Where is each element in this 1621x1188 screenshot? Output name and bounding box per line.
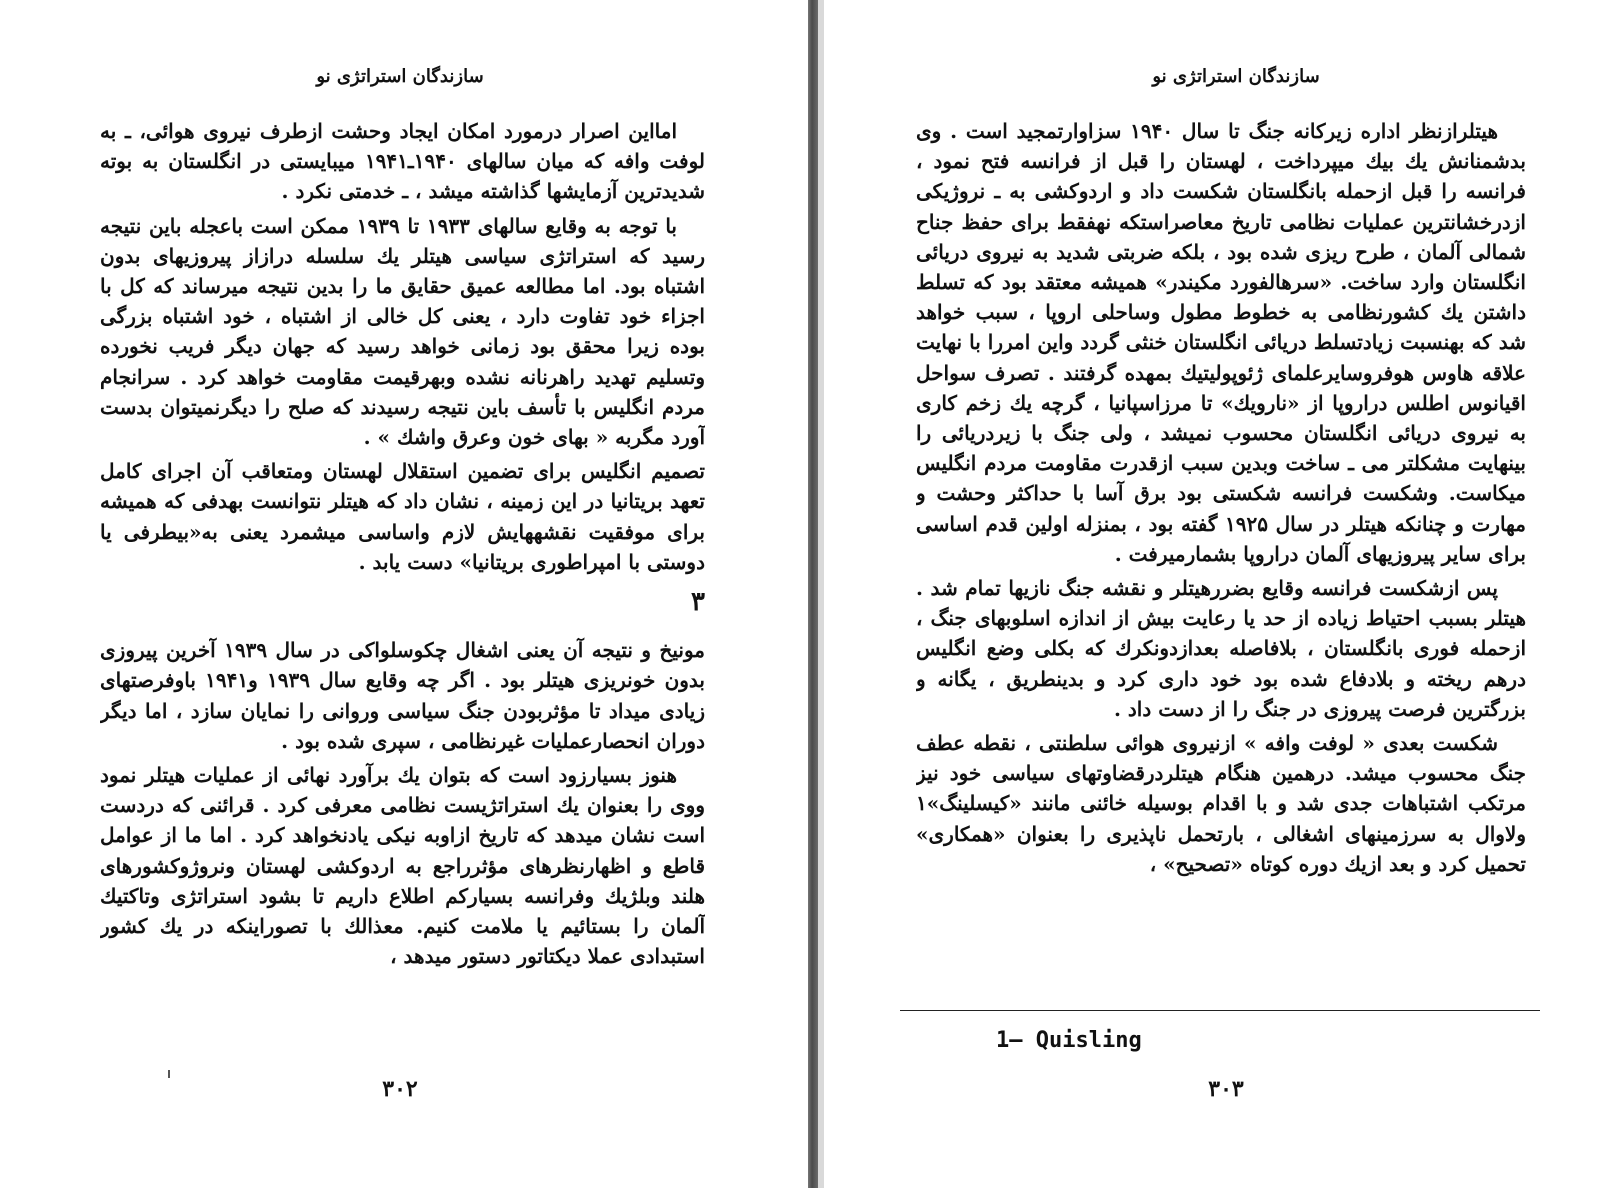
paragraph: هنوز بسیارزود است که بتوان یك برآورد نهائی از عملیات هیتلر نمود ووی را بعنوان یك استراتژیست نظامی معرفی کرد . قرائنی که دردست است نشان میدهد که تاریخ ازاوبه نیکی یادنخواهد کرد . اما ما از عوامل قاطع و اظهارنظرهای مؤثرراجع به اردوکشی لهستان ونروژوکشورهای هلند وبلژیك وفرانسه بسیارکم اطلاع داریم تا بشود استراتژی وتاکتیك آلمان را بستائیم یا ملامت کنیم. معذالك با تصوراینکه در یك کشور استبدادی عملا دیکتاتور دستور میدهد ، <box>100 763 705 969</box>
paragraph: شکست بعدی « لوفت وافه » ازنیروی هوائی سلطنتی ، نقطه عطف جنگ محسوب میشد. درهمین هنگام هیتلردرقضاوتهای سیاسی خود نیز مرتکب اشتباهات جدی شد و با اقدام بوسیله خائنی مانند «کیسلینگ»۱ ولاوال به سرزمینهای اشغالی ، بارتحمل ناپذیری را بعنوان «همکاری» تحمیل کرد و بعد ازیك دوره کوتاه «تصحیح» ، <box>916 731 1526 876</box>
paragraph: پس ازشکست فرانسه وقایع بضررهیتلر و نقشه جنگ نازیها تمام شد . هیتلر بسبب احتیاط زیاده از حد یا رعایت بیش از اندازه اسلوبهای جنگ ، ازحمله فوری بانگلستان ، بلافاصله بعدازدونکرك که بکلی وضع انگلیس درهم ریخته و بلادفاع شده بود خود داری کرد و بدینطریق ، یگانه و بزرگترین فرصت پیروزی در جنگ را از دست داد . <box>916 576 1526 721</box>
page-body <box>100 116 705 975</box>
paragraph: تصمیم انگلیس برای تضمین استقلال لهستان ومتعاقب آن اجرای کامل تعهد بریتانیا در این زمینه ، نشان داد که هیتلر نتوانست بهدفی که همیشه برای موفقیت نقشههایش لازم واساسی میشمرد یعنی به«بیطرفی یا دوستی با امپراطوری بریتانیا» دست یابد . <box>100 459 705 574</box>
left-page <box>0 0 795 1188</box>
footnote-rule <box>900 1010 1540 1011</box>
gutter-edge <box>818 0 824 1188</box>
right-page <box>826 0 1621 1188</box>
footnote: 1– Quisling <box>996 1028 1142 1053</box>
page-body <box>916 116 1526 883</box>
margin-mark <box>168 1070 170 1078</box>
paragraph: هیتلرازنظر اداره زیرکانه جنگ تا سال ۱۹۴۰ سزاوارتمجید است . وی بدشمنانش یك بیك میپرداخت ، لهستان را قبل از فرانسه فتح نمود ، فرانسه را قبل ازحمله بانگلستان شکست داد و اردوکشی به ـ نروژیکی ازدرخشانترین عملیات نظامی تاریخ معاصراستکه نهفقط برای حفظ جناح شمالی آلمان ، طرح ریزی شده بود ، بلکه ضربتی شدید به نیروی دریائی انگلستان وارد ساخت. «سرهالفورد مکیندر» همیشه معتقد بود که تسلط داشتن یك کشورنظامی به خطوط مطول وساحلی اروپا ، سبب خواهد شد که بهنسبت زیادتسلط دریائی انگلستان خنثی گردد واین امررا با نهایت علاقه هاوس هوفروسایرعلمای ژئوپولیتیك بمهده گرفتند . تصرف سواحل اقیانوس اطلس دراروپا از «نارویك» تا مرزاسپانیا ، گرچه یك زخم کاری به نیروی دریائی انگلستان محسوب نمیشد ، ولی جنگ با زیردریائی را بینهایت مشکلتر می ـ ساخت وبدین سبب ازقدرت مقاومت مردم انگلیس میکاست. وشکست فرانسه شکستی بود برق آسا با حداکثر وحشت و مهارت و چنانکه هیتلر در سال ۱۹۲۵ گفته بود ، بمنزله اولین قدم اساسی برای سایر پیروزیهای آلمان دراروپا بشمارمیرفت . <box>916 119 1526 566</box>
running-head: سازندگان استراتژی نو <box>1152 66 1320 87</box>
page-number: ۳۰۳ <box>1208 1076 1244 1102</box>
running-head: سازندگان استراتژی نو <box>316 66 484 87</box>
paragraph: امااین اصرار درمورد امکان ایجاد وحشت ازطرف نیروی هوائی، ـ به لوفت وافه که میان سالهای ۱۹۴۰ـ۱۹۴۱ میبایستی در انگلستان به بوته شدیدترین آزمایشها گذاشته میشد ، ـ خدمتی نکرد . <box>100 119 705 204</box>
paragraph: با توجه به وقایع سالهای ۱۹۳۳ تا ۱۹۳۹ ممکن است باعجله باین نتیجه رسید که استراتژی سیاسی هیتلر یك سلسله درازاز پیروزیهای بدون اشتباه بود. اما مطالعه عمیق حقایق ما را بدین نتیجه میرساند که کل با اجزاء خود تفاوت دارد ، یعنی کل خالی از اشتباه ، خود اشتباه بزرگی بوده زیرا محقق بود زمانی خواهد رسید که جهان دیگر فریب نخورده وتسلیم تهدید راهرنانه نشده وبهرقیمت مقاومت خواهد کرد . سرانجام مردم انگلیس با تأسف باین نتیجه رسیدند که صلح را دیگرنمیتوان بدست آورد مگربه « بهای خون وعرق واشك » . <box>100 213 705 450</box>
book-gutter <box>808 0 818 1188</box>
paragraph: مونیخ و نتیجه آن یعنی اشغال چکوسلواکی در سال ۱۹۳۹ آخرین پیروزی بدون خونریزی هیتلر بود . اگر چه وقایع سال ۱۹۳۹ و۱۹۴۱ باوفرصتهای زیادی میداد تا مؤثربودن جنگ سیاسی وروانی را نمایان سازد ، اما دیگر دوران انحصارعملیات غیرنظامی ، سپری شده بود . <box>100 638 705 753</box>
section-number: ۳ <box>691 587 705 618</box>
page-number: ۳۰۲ <box>382 1076 418 1102</box>
